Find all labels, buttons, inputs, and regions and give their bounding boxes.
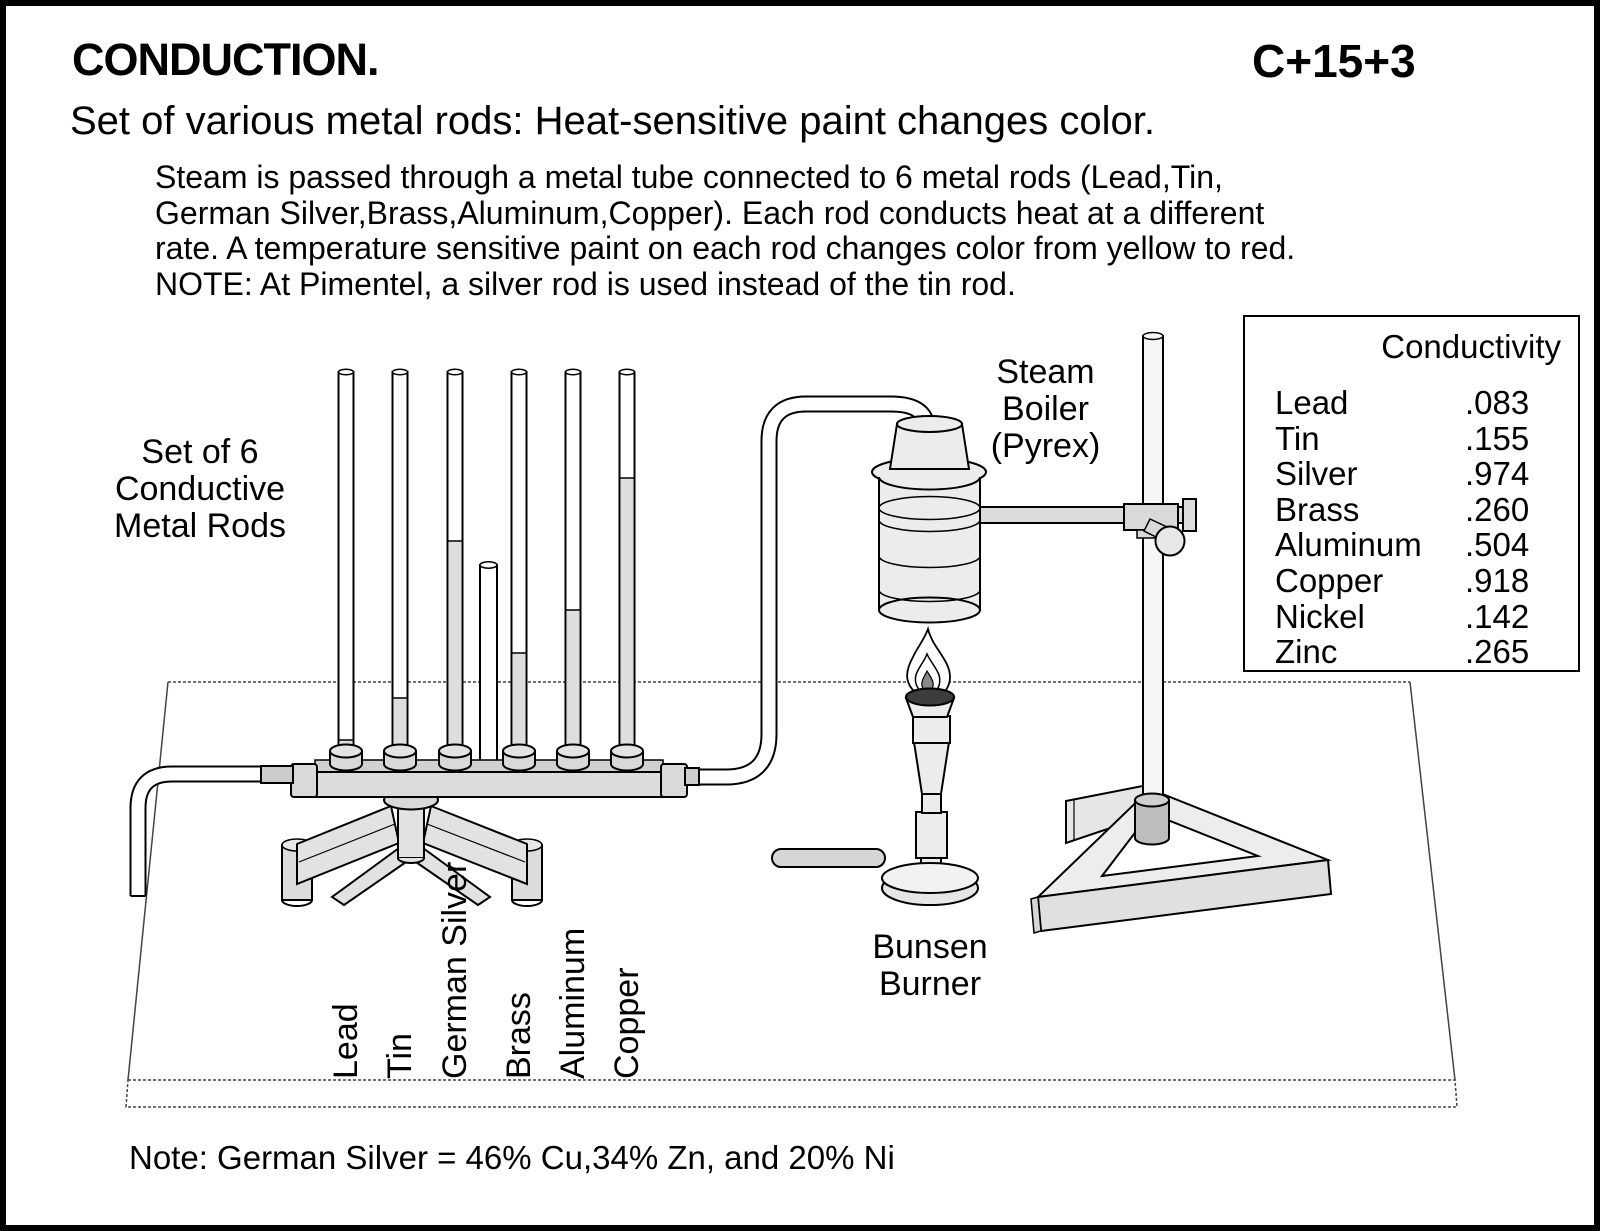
rod-lead bbox=[339, 369, 354, 758]
clamp-thumbscrew bbox=[1156, 527, 1185, 556]
metal-value: .155 bbox=[1465, 419, 1530, 457]
table-row bbox=[1275, 634, 1578, 670]
conductivity-table-header: Conductivity bbox=[1381, 328, 1561, 365]
rod-label-aluminum: Aluminum bbox=[554, 927, 592, 1079]
rod-copper bbox=[620, 369, 635, 758]
catalog-code: C+15+3 bbox=[1252, 35, 1416, 87]
composition-note: Note: German Silver = 46% Cu,34% Zn, and 20% Ni bbox=[129, 1139, 895, 1176]
rod-aluminum bbox=[566, 369, 581, 758]
metal-value: .918 bbox=[1465, 561, 1530, 599]
burner-mouth bbox=[906, 689, 954, 706]
conductivity-table-rows bbox=[1245, 385, 1578, 670]
rod-set-label: Set of 6 Conductive Metal Rods bbox=[114, 433, 286, 545]
metal-name: Lead bbox=[1275, 384, 1349, 421]
bunsen-burner-label: Bunsen Burner bbox=[872, 928, 988, 1003]
flame bbox=[907, 629, 950, 697]
rod-label-brass: Brass bbox=[500, 992, 538, 1079]
metal-value: .142 bbox=[1465, 597, 1530, 635]
rod-label-lead: Lead bbox=[327, 1003, 365, 1079]
table-row bbox=[1275, 527, 1578, 563]
description-line: Steam is passed through a metal tube connected to 6 metal rods (Lead,Tin, bbox=[155, 159, 1223, 195]
page-title: CONDUCTION. bbox=[72, 34, 379, 85]
metal-name: Tin bbox=[1275, 419, 1320, 457]
rod-german-silver bbox=[448, 369, 463, 758]
metal-value: .260 bbox=[1465, 490, 1530, 528]
description-line: German Silver,Brass,Aluminum,Copper). Each rod conducts heat at a different bbox=[155, 194, 1265, 231]
description-line: rate. A temperature sensitive paint on each rod changes color from yellow to red. bbox=[155, 230, 1296, 266]
metal-name: Aluminum bbox=[1275, 526, 1422, 564]
rod-brass bbox=[512, 369, 527, 758]
metal-name: Brass bbox=[1275, 490, 1360, 528]
ring-stand-hub bbox=[1135, 794, 1169, 845]
conductivity-table bbox=[1243, 315, 1580, 672]
table-row bbox=[1275, 599, 1578, 635]
metal-value: .974 bbox=[1465, 455, 1530, 493]
rod-label-german-silver: German Silver bbox=[436, 861, 474, 1079]
metal-value: .265 bbox=[1465, 633, 1530, 671]
table-row bbox=[1275, 492, 1578, 528]
burner-base bbox=[882, 863, 978, 893]
metal-name: Copper bbox=[1275, 561, 1384, 599]
short-center-tube bbox=[480, 562, 497, 763]
metal-value: .083 bbox=[1465, 384, 1530, 421]
metal-name: Zinc bbox=[1275, 633, 1338, 671]
rod-label-copper: Copper bbox=[608, 967, 646, 1079]
rod-tin bbox=[393, 369, 408, 758]
gas-tube bbox=[772, 849, 885, 867]
metal-name: Silver bbox=[1275, 455, 1358, 493]
description-paragraph bbox=[155, 160, 1295, 302]
metal-value: .504 bbox=[1465, 526, 1530, 564]
table-row bbox=[1275, 456, 1578, 492]
description-line: NOTE: At Pimentel, a silver rod is used instead of the tin rod. bbox=[155, 265, 1016, 302]
metal-name: Nickel bbox=[1275, 597, 1365, 635]
table-row bbox=[1275, 563, 1578, 599]
table-row bbox=[1275, 385, 1578, 421]
rod-label-tin: Tin bbox=[381, 1033, 419, 1079]
ring-stand-rod bbox=[1143, 333, 1163, 803]
table-row bbox=[1275, 421, 1578, 457]
page-subtitle: Set of various metal rods: Heat-sensitive paint changes color. bbox=[70, 99, 1155, 143]
steam-boiler-label: Steam Boiler (Pyrex) bbox=[990, 353, 1101, 465]
